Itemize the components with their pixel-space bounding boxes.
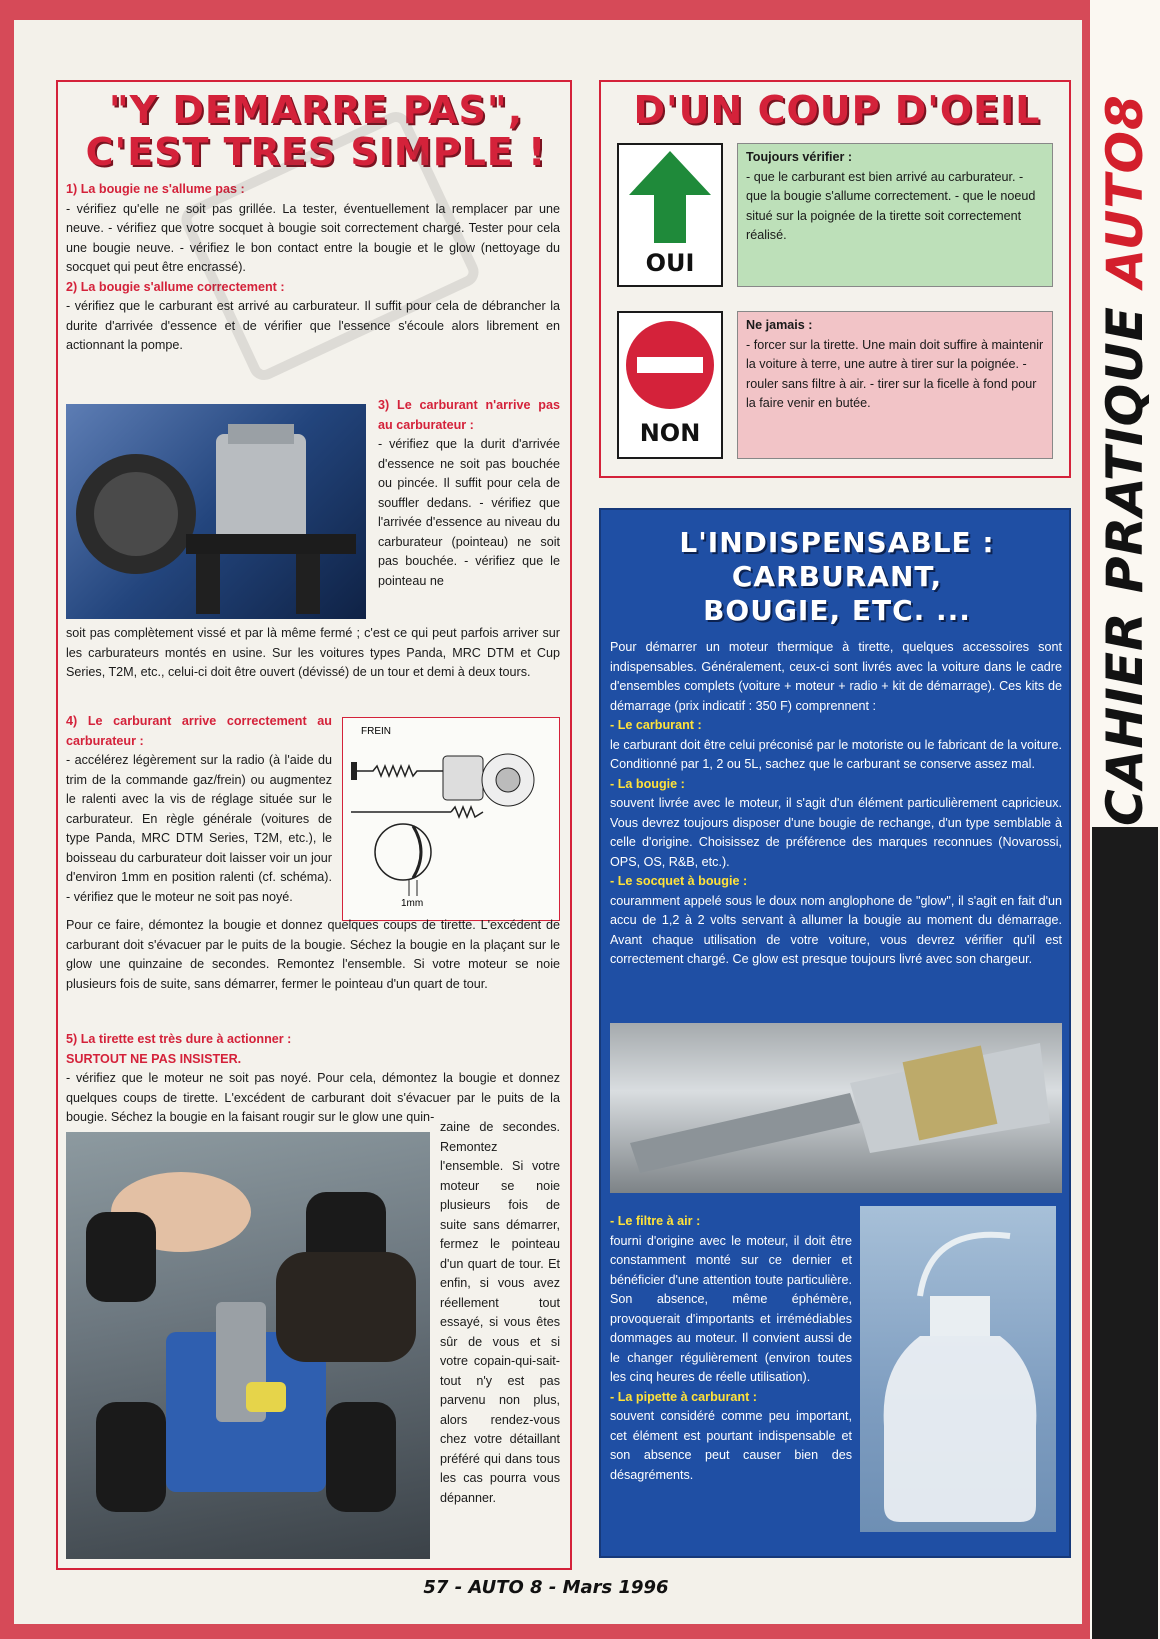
side-label-text: CAHIER PRATIQUE AUTO8 (1096, 94, 1154, 826)
car-photo (66, 1132, 430, 1559)
schema-label-1mm: 1mm (401, 898, 424, 909)
indispensable-title (601, 526, 1073, 628)
schema-label-frein: FREIN (361, 726, 391, 737)
section-1-body: - vérifiez qu'elle ne soit pas grillée. La tester, éventuellement la remplacer par une neuve. - vérifiez que votre socquet à bougie soit correctement chargé. Tester pour cela une bougie neuve. - vérifiez le bon contact entre la bougie et le glow (nettoyage du socquet qui peut être encrassé). (66, 201, 560, 274)
section-4 (66, 712, 332, 907)
pipette-heading: - La pipette à carburant : (610, 1389, 757, 1404)
section-3 (378, 396, 560, 591)
section-5-continued: zaine de secondes. Remontez l'ensemble. Si votre moteur se noie plusieurs fois de suite sans démarrer, fermez le pointeau d'un quart de tour. Et enfin, si vous avez réellement tout essayé, si vous êtes sûr de vous et si votre copain-qui-sait-tout n'y est pas parvenu non plus, alors rendez-vous chez votre détaillant préféré qui dans tous les cas pourra vous dépanner. (440, 1120, 560, 1505)
non-panel (737, 311, 1053, 459)
non-label: NON (639, 419, 701, 447)
filtre-heading: - Le filtre à air : (610, 1214, 701, 1228)
engine-photo-graphic (66, 404, 366, 619)
non-heading: Ne jamais : (746, 318, 813, 332)
filtre-pipette-text (610, 1212, 852, 1485)
section-5-heading: 5) La tirette est très dure à actionner : (66, 1032, 292, 1046)
socquet-body: couramment appelé sous le doux nom anglophone de "glow", il s'agit en fait d'un accu de 1,2 à 2 volts servant à allumer la bougie au moment du démarrage. Avant chaque utilisation de votre voiture, vous devrez vérifier qu'il est correctement chargé. Ce glow est presque toujours livré avec son chargeur. (610, 893, 1062, 966)
up-arrow-icon (619, 145, 721, 245)
oui-items: - que le carburant est bien arrivé au carburateur. - que la bougie s'allume correctement. - que le noeud situé sur la poignée de la tirette soit correctement réalisé. (746, 169, 1036, 242)
section-3-body: - vérifiez que la durit d'arrivée d'essence ne soit pas bouchée ou pincée. Il suffit pour cela de souffler dedans. - vérifiez que l'arrivée d'essence au niveau du carburateur (pointeau) ne soit pas bouchée. - vérifiez que le pointeau ne (378, 437, 560, 588)
indispensable-title-line1: L'INDISPENSABLE : (679, 526, 995, 559)
pipette-photo-graphic (860, 1206, 1056, 1532)
indispensable-intro: Pour démarrer un moteur thermique à tirette, quelques accessoires sont indispensables. Généralement, ceux-ci sont livrés avec la voiture dans le cadre d'ensembles complets (voiture + moteur + radio + kit de démarrage). Ces kits de démarrage (prix indicatif : 350 F) comprennent : (610, 640, 1062, 713)
carburant-body: le carburant doit être celui préconisé par le motoriste ou le fabricant de la voiture. Conditionné par 1, 2 ou 5L, sachez que le carburant se conserve assez mal. (610, 737, 1062, 771)
article-title-line1: "Y DEMARRE PAS", (108, 88, 524, 132)
bougie-heading: - La bougie : (610, 776, 685, 791)
section-4-body: - accélérez légèrement sur la radio (à l'aide du trim de la commande gaz/frein) ou augmentez le ralenti avec la vis de réglage située sur le carburateur. En règle générale (voitures de type Panda, MRC DTM Series, T2M, etc.), le boisseau du carburateur doit laisser voir un jour d'environ 1mm en position ralenti (cf. schéma). - vérifiez que le moteur ne soit pas noyé. (66, 753, 332, 904)
no-entry-icon (619, 313, 721, 413)
section-1 (66, 180, 560, 356)
carburant-heading: - Le carburant : (610, 718, 702, 732)
section-3-continued: soit pas complètement vissé et par là même fermé ; c'est ce qui peut parfois arriver sur les carburateurs montés en usine. Sur les voitures types Panda, MRC DTM et Cup Series, T2M, etc., celui-ci doit être ouvert (dévissé) de un tour et demi à deux tours. (66, 626, 560, 679)
oui-panel (737, 143, 1053, 287)
section-5-warning: SURTOUT NE PAS INSISTER. (66, 1051, 242, 1066)
section-1-heading: 1) La bougie ne s'allume pas : (66, 182, 245, 196)
car-photo-graphic (66, 1132, 430, 1559)
oui-label: OUI (645, 249, 695, 277)
glow-photo (610, 1023, 1062, 1193)
filtre-body: fourni d'origine avec le moteur, il doit être constamment monté sur ce dernier et bénéficier d'une attention toute particulière. Son absence, même éphémère, provoquerait d'importants et irrémédiables dommages au moteur. Il convient aussi de le changer régulièrement (environ toutes les cinq heures de réelle utilisation). (610, 1233, 852, 1384)
section-2-heading: 2) La bougie s'allume correctement : (66, 279, 285, 294)
glow-photo-graphic (610, 1023, 1062, 1193)
oui-heading: Toujours vérifier : (746, 150, 853, 164)
indispensable-title-line2: CARBURANT, (731, 560, 943, 593)
side-strip (1092, 827, 1158, 1639)
indispensable-title-line3: BOUGIE, ETC. ... (703, 594, 971, 627)
non-sign (617, 311, 723, 459)
pipette-photo (860, 1206, 1056, 1532)
section-5-body: - vérifiez que le moteur ne soit pas noyé. Pour cela, démontez la bougie et donnez quelques coups de tirette. L'excédent de carburant doit s'évacuer par le puits de la bougie. Séchez la bougie en la faisant rougir sur le glow une quin- (66, 1071, 560, 1124)
article-title-line2: C'EST TRES SIMPLE ! (85, 130, 547, 174)
engine-photo (66, 404, 366, 619)
carburetor-schema (342, 717, 560, 921)
indispensable-text (610, 638, 1062, 970)
non-items: - forcer sur la tirette. Une main doit suffire à maintenir la voiture à terre, une autre à tirer sur la poignée. - rouler sans filtre à air. - tirer sur la ficelle à fond pour la faire venir en butée. (746, 337, 1044, 410)
bougie-body: souvent livrée avec le moteur, il s'agit d'un élément particulièrement capricieux. Vous devrez toujours disposer d'une bougie de rechange, d'un type semblable à celle d'origine. Choisissez de préférence des marques reconnues (Novarossi, OPS, OS, R&B, etc.). (610, 796, 1062, 869)
socquet-heading: - Le socquet à bougie : (610, 874, 748, 888)
page-footer: 57 - AUTO 8 - Mars 1996 (423, 1577, 669, 1598)
section-5 (66, 1030, 560, 1128)
section-4-continued: Pour ce faire, démontez la bougie et donnez quelques coups de tirette. L'excédent de carburant doit s'évacuer par le puits de la bougie. Séchez la bougie en la plaçant sur le glow une quinzaine de secondes. Remontez l'ensemble. Si votre moteur se noie plusieurs fois de suite, sans démarrer, fermer le pointeau d'un quart de tour. (66, 918, 560, 991)
section-4-heading: 4) Le carburant arrive correctement au carburateur : (66, 714, 332, 748)
pipette-body: souvent considéré comme peu important, cet élément est pourtant indispensable et son absence peut causer bien des désagréments. (610, 1409, 852, 1482)
section-3-heading: 3) Le carburant n'arrive pas au carburateur : (378, 398, 560, 432)
oui-sign (617, 143, 723, 287)
schema-drawing (343, 718, 561, 922)
coup-doeil-title: D'UN COUP D'OEIL (633, 88, 1041, 132)
section-2-body: - vérifiez que le carburant est arrivé au carburateur. Il suffit pour cela de débrancher la durite d'arrivée d'essence et de vérifier que l'essence s'écoule alors librement en actionnant la pompe. (66, 299, 560, 352)
